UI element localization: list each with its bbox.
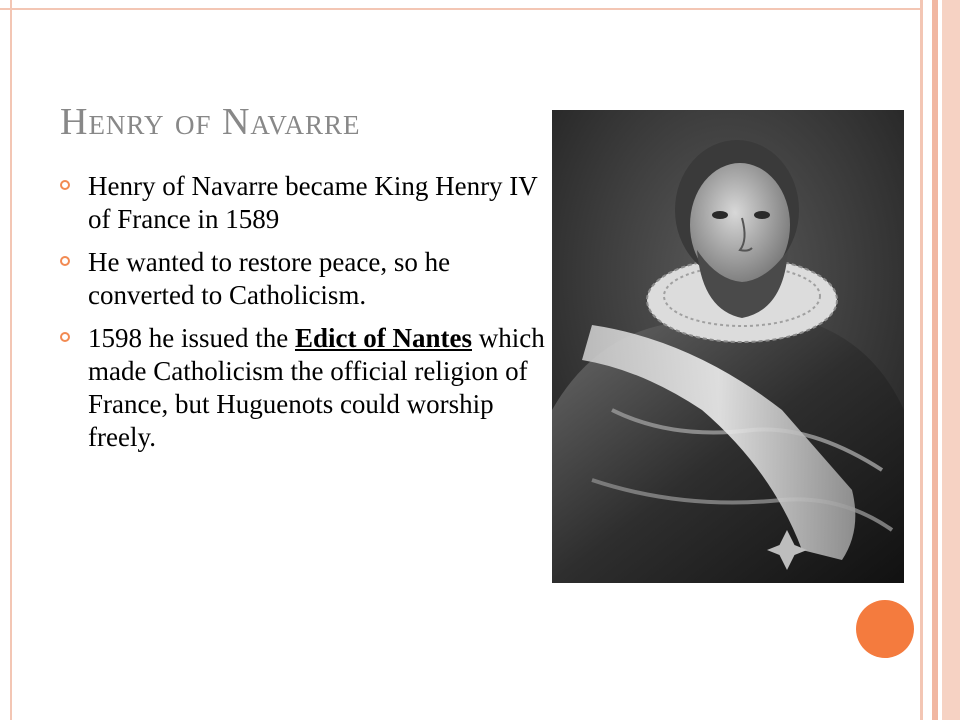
slide-frame-left [0, 0, 12, 720]
bullet-circle-icon [60, 256, 70, 266]
bullet-item [60, 322, 550, 454]
slide-frame-right [920, 0, 960, 720]
bullet-text: He wanted to restore peace, so he converted to Catholicism. [88, 247, 451, 310]
slide-title: Henry of Navarre [60, 101, 361, 143]
bullet-text: Henry of Navarre became King Henry IV of France in 1589 [88, 171, 538, 234]
bullet-list [60, 170, 550, 464]
decorative-circle [856, 600, 914, 658]
portrait-image [552, 110, 904, 583]
bullet-circle-icon [60, 180, 70, 190]
bullet-item [60, 246, 550, 312]
portrait-engraving [552, 110, 904, 583]
slide-frame-top [0, 0, 920, 10]
bullet-text-after: which made Catholicism the official religion of France, but Huguenots could worship freely. [88, 323, 545, 452]
bullet-circle-icon [60, 332, 70, 342]
bullet-item [60, 170, 550, 236]
edict-of-nantes-term: Edict of Nantes [294, 323, 472, 353]
bullet-text-before: 1598 he issued the [88, 323, 295, 353]
